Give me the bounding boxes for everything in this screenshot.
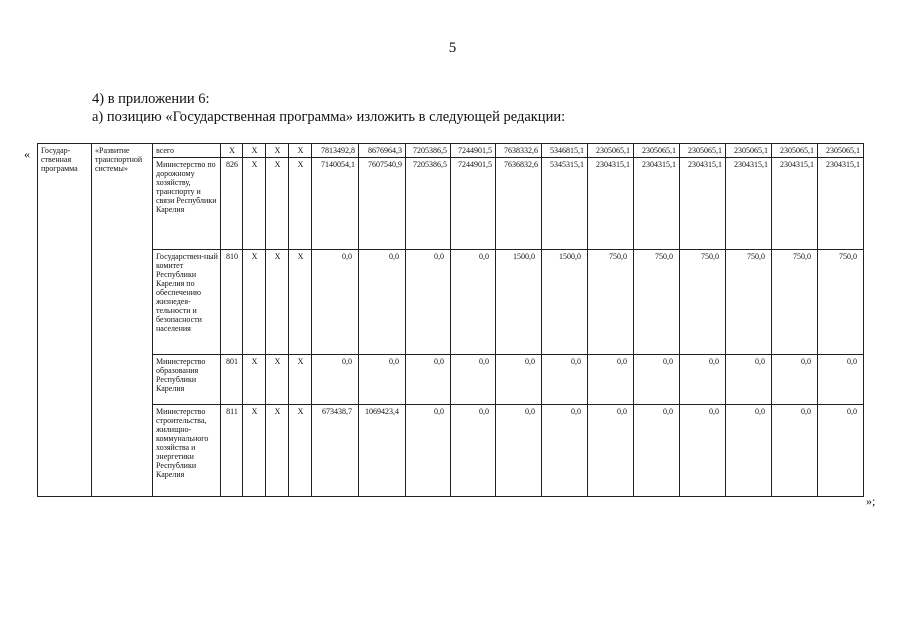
- funding-value-cell: 0,0: [451, 355, 496, 405]
- funding-value-cell: 0,0: [359, 250, 406, 355]
- funding-value-cell: 750,0: [818, 250, 864, 355]
- page-number: 5: [448, 40, 457, 56]
- funding-value-cell: 0,0: [406, 355, 451, 405]
- funding-value-cell: 0,0: [406, 405, 451, 497]
- funding-value-cell: 7638332,6: [496, 144, 542, 158]
- program-table: [37, 143, 864, 497]
- funding-value-cell: 1500,0: [542, 250, 588, 355]
- x-mark-cell: Х: [243, 250, 266, 355]
- funding-value-cell: 2304315,1: [818, 158, 864, 250]
- funding-value-cell: 7636832,6: [496, 158, 542, 250]
- x-mark-cell: Х: [289, 355, 312, 405]
- funding-value-cell: 5345315,1: [542, 158, 588, 250]
- table-row: [38, 144, 864, 158]
- funding-value-cell: 0,0: [542, 355, 588, 405]
- x-mark-cell: Х: [266, 158, 289, 250]
- close-quote: »;: [866, 494, 876, 508]
- funding-value-cell: 2304315,1: [680, 158, 726, 250]
- funding-value-cell: 7607540,9: [359, 158, 406, 250]
- funding-value-cell: 0,0: [772, 405, 818, 497]
- funding-value-cell: 0,0: [680, 355, 726, 405]
- intro-line-1: 4) в приложении 6:: [92, 91, 210, 107]
- table-row: [38, 158, 864, 250]
- funding-value-cell: 7140054,1: [312, 158, 359, 250]
- funding-value-cell: 2304315,1: [588, 158, 634, 250]
- funding-value-cell: 0,0: [542, 405, 588, 497]
- budget-code-cell: 801: [221, 355, 243, 405]
- funding-value-cell: 0,0: [634, 405, 680, 497]
- funding-value-cell: 0,0: [359, 355, 406, 405]
- funding-value-cell: 2304315,1: [772, 158, 818, 250]
- funding-value-cell: 0,0: [451, 250, 496, 355]
- funding-value-cell: 5346815,1: [542, 144, 588, 158]
- funding-value-cell: 0,0: [772, 355, 818, 405]
- funding-value-cell: 0,0: [588, 355, 634, 405]
- funding-value-cell: 0,0: [496, 355, 542, 405]
- funding-value-cell: 750,0: [588, 250, 634, 355]
- funding-value-cell: 2305065,1: [634, 144, 680, 158]
- x-mark-cell: Х: [289, 405, 312, 497]
- executor-cell: Министерство строительства, жилищно-коммунального хозяйства и энергетики Республики Карелия: [153, 405, 221, 497]
- funding-value-cell: 7813492,8: [312, 144, 359, 158]
- executor-cell: Государствен-ный комитет Республики Карелия по обеспечению жизнедея-тельности и безопасности населения: [153, 250, 221, 355]
- budget-code-cell: 811: [221, 405, 243, 497]
- funding-value-cell: 750,0: [680, 250, 726, 355]
- x-mark-cell: Х: [266, 405, 289, 497]
- budget-code-cell: 826: [221, 158, 243, 250]
- budget-code-cell: 810: [221, 250, 243, 355]
- program-name-cell: «Развитие транспортной системы»: [92, 144, 153, 497]
- executor-cell: всего: [153, 144, 221, 158]
- funding-value-cell: 0,0: [634, 355, 680, 405]
- funding-value-cell: 1500,0: [496, 250, 542, 355]
- funding-value-cell: 0,0: [726, 355, 772, 405]
- table-row: [38, 250, 864, 355]
- funding-value-cell: 2305065,1: [772, 144, 818, 158]
- funding-value-cell: 8676964,3: [359, 144, 406, 158]
- funding-value-cell: 2305065,1: [680, 144, 726, 158]
- funding-value-cell: 1069423,4: [359, 405, 406, 497]
- x-mark-cell: Х: [243, 355, 266, 405]
- funding-value-cell: 750,0: [772, 250, 818, 355]
- funding-value-cell: 2305065,1: [726, 144, 772, 158]
- funding-value-cell: 0,0: [680, 405, 726, 497]
- funding-value-cell: 750,0: [634, 250, 680, 355]
- funding-value-cell: 7205386,5: [406, 144, 451, 158]
- open-quote: «: [24, 147, 30, 161]
- x-mark-cell: Х: [266, 355, 289, 405]
- funding-value-cell: 0,0: [312, 355, 359, 405]
- funding-value-cell: 750,0: [726, 250, 772, 355]
- x-mark-cell: Х: [243, 405, 266, 497]
- funding-value-cell: 2304315,1: [726, 158, 772, 250]
- funding-value-cell: 0,0: [726, 405, 772, 497]
- funding-value-cell: 2304315,1: [634, 158, 680, 250]
- funding-value-cell: 0,0: [818, 405, 864, 497]
- x-mark-cell: Х: [289, 158, 312, 250]
- table-row: [38, 355, 864, 405]
- funding-value-cell: 0,0: [451, 405, 496, 497]
- funding-value-cell: 0,0: [818, 355, 864, 405]
- x-mark-cell: Х: [243, 144, 266, 158]
- funding-value-cell: 0,0: [312, 250, 359, 355]
- x-mark-cell: Х: [266, 250, 289, 355]
- funding-value-cell: 0,0: [496, 405, 542, 497]
- funding-value-cell: 673438,7: [312, 405, 359, 497]
- funding-value-cell: 2305065,1: [588, 144, 634, 158]
- funding-value-cell: 0,0: [588, 405, 634, 497]
- funding-value-cell: 7244901,5: [451, 144, 496, 158]
- x-mark-cell: Х: [243, 158, 266, 250]
- funding-value-cell: 0,0: [406, 250, 451, 355]
- x-mark-cell: Х: [289, 250, 312, 355]
- executor-cell: Министерство по дорожному хозяйству, транспорту и связи Республики Карелия: [153, 158, 221, 250]
- budget-code-cell: Х: [221, 144, 243, 158]
- x-mark-cell: Х: [289, 144, 312, 158]
- table-row: [38, 405, 864, 497]
- x-mark-cell: Х: [266, 144, 289, 158]
- executor-cell: Министерство образования Республики Карелия: [153, 355, 221, 405]
- intro-line-2: а) позицию «Государственная программа» изложить в следующей редакции:: [92, 109, 566, 125]
- program-status-cell: Государ-ственная программа: [38, 144, 92, 497]
- funding-value-cell: 2305065,1: [818, 144, 864, 158]
- funding-value-cell: 7244901,5: [451, 158, 496, 250]
- funding-value-cell: 7205386,5: [406, 158, 451, 250]
